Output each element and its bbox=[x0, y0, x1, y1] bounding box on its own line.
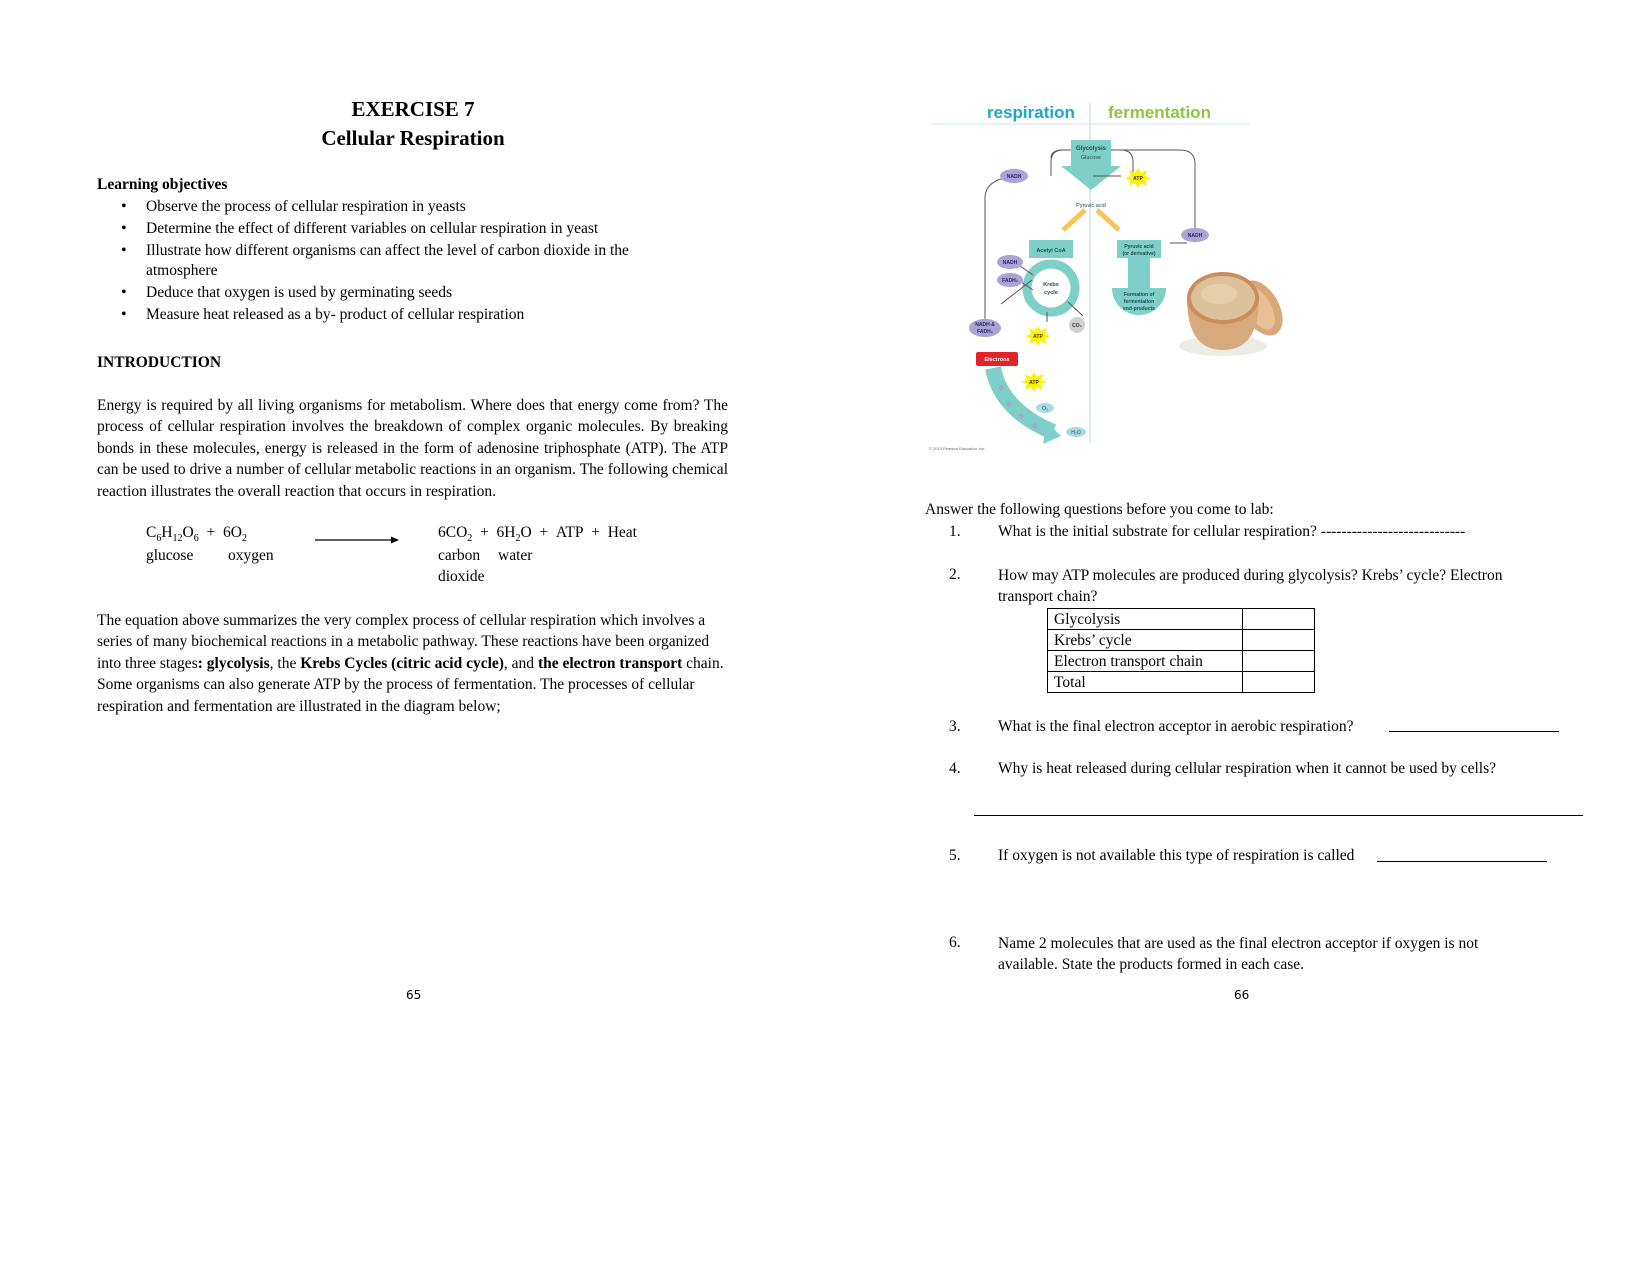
svg-text:O₂: O₂ bbox=[1042, 406, 1048, 412]
header-respiration: respiration bbox=[987, 103, 1075, 122]
objectives-heading: Learning objectives bbox=[97, 176, 228, 193]
svg-text:Glucose: Glucose bbox=[1080, 155, 1102, 161]
answer-line[interactable] bbox=[1389, 731, 1559, 732]
svg-text:Electrons: Electrons bbox=[984, 357, 1010, 363]
answer-cell[interactable] bbox=[1243, 672, 1315, 693]
svg-text:Formation of: Formation of bbox=[1123, 292, 1155, 298]
svg-text:Pyruvic acid: Pyruvic acid bbox=[1076, 203, 1106, 209]
question-number: 3. bbox=[949, 718, 961, 735]
answer-line[interactable] bbox=[974, 815, 1583, 816]
product-label-carbon: carbon bbox=[438, 547, 481, 564]
respiration-fermentation-diagram bbox=[925, 98, 1300, 458]
page-number: 65 bbox=[406, 988, 422, 1002]
svg-text:Acetyl CoA: Acetyl CoA bbox=[1036, 248, 1066, 254]
atp-count-table bbox=[1047, 608, 1315, 693]
equation-reactants: $C_6H_{12}O_6 + 6O_2$ bbox=[146, 524, 247, 545]
svg-text:ATP: ATP bbox=[1133, 176, 1143, 182]
question-5: If oxygen is not available this type of respiration is called bbox=[998, 847, 1355, 864]
question-6: Name 2 molecules that are used as the final electron acceptor if oxygen is not available. State the products formed in each case. bbox=[998, 935, 1479, 973]
list-item: • Illustrate how different organisms can affect the level of carbon dioxide in the atmosphere bbox=[97, 241, 657, 281]
svg-text:NADH &: NADH & bbox=[975, 322, 995, 328]
krebs-cycle-ring bbox=[1027, 264, 1075, 312]
header-fermentation: fermentation bbox=[1108, 103, 1211, 122]
table-row: Total bbox=[1048, 672, 1315, 693]
equation-products: $6CO_2 + 6H_2O$ + ATP + Heat bbox=[438, 524, 637, 545]
svg-text:fermentation: fermentation bbox=[1123, 299, 1155, 305]
introduction-heading: INTRODUCTION bbox=[97, 354, 222, 371]
svg-text:end-products: end-products bbox=[1123, 306, 1155, 312]
table-row: Krebs’ cycle bbox=[1048, 630, 1315, 651]
answer-cell[interactable] bbox=[1243, 630, 1315, 651]
list-item: • Deduce that oxygen is used by germinating seeds bbox=[97, 283, 657, 303]
question-number: 4. bbox=[949, 760, 961, 777]
svg-text:ATP: ATP bbox=[1033, 334, 1043, 340]
svg-text:FADH₂: FADH₂ bbox=[977, 329, 993, 335]
summary-paragraph: The equation above summarizes the very complex process of cellular respiration which involves a series of many biochemical reactions in a metabolic pathway. These reactions have been organized into three stages: glycolysis, the Krebs Cycles (citric acid cycle), and the electron transport chain. Some organisms can also generate ATP by the process of fermentation. The processes of cellular respiration and fermentation are illustrated in the diagram below; bbox=[97, 612, 724, 715]
product-label-dioxide: dioxide bbox=[438, 568, 485, 585]
svg-text:CO₂: CO₂ bbox=[1072, 323, 1082, 329]
svg-text:(or derivative): (or derivative) bbox=[1122, 251, 1156, 257]
question-number: 1. bbox=[949, 523, 961, 540]
svg-text:cycle: cycle bbox=[1044, 290, 1058, 296]
question-4: Why is heat released during cellular respiration when it cannot be used by cells? bbox=[998, 760, 1496, 777]
table-row: Glycolysis bbox=[1048, 609, 1315, 630]
objectives-list bbox=[97, 197, 657, 325]
svg-text:NADH: NADH bbox=[1006, 174, 1022, 180]
questions-intro: Answer the following questions before you come to lab: bbox=[925, 501, 1274, 518]
yeast-bowl-image bbox=[1179, 272, 1292, 356]
reactant-label-oxygen: oxygen bbox=[228, 547, 274, 564]
glycolysis-box bbox=[1071, 140, 1111, 166]
reaction-arrow bbox=[314, 534, 400, 546]
svg-text:H₂O: H₂O bbox=[1071, 430, 1081, 436]
svg-text:NADH: NADH bbox=[1002, 260, 1018, 266]
question-2: How may ATP molecules are produced during glycolysis? Krebs’ cycle? Electron transport chain? bbox=[998, 567, 1503, 605]
page-title: Cellular Respiration bbox=[321, 126, 505, 150]
question-3: What is the final electron acceptor in aerobic respiration? bbox=[998, 718, 1354, 735]
reactant-label-glucose: glucose bbox=[146, 547, 194, 564]
question-number: 5. bbox=[949, 847, 961, 864]
answer-line[interactable] bbox=[1377, 861, 1547, 862]
svg-text:Krebs: Krebs bbox=[1043, 282, 1059, 288]
answer-cell[interactable] bbox=[1243, 651, 1315, 672]
list-item: • Observe the process of cellular respiration in yeasts bbox=[97, 197, 657, 217]
svg-text:Glycolysis: Glycolysis bbox=[1075, 146, 1107, 152]
exercise-title: EXERCISE 7 bbox=[351, 97, 475, 121]
question-number: 2. bbox=[949, 566, 961, 583]
page-number: 66 bbox=[1234, 988, 1250, 1002]
copyright: © 2013 Pearson Education, Inc. bbox=[929, 446, 986, 451]
svg-text:ATP: ATP bbox=[1029, 380, 1039, 386]
svg-text:NADH: NADH bbox=[1187, 233, 1203, 239]
list-item: • Measure heat released as a by- product of cellular respiration bbox=[97, 305, 657, 325]
introduction-paragraph: Energy is required by all living organisms for metabolism. Where does that energy come from? The process of cellular respiration involves the breakdown of complex organic molecules. By breaking bonds in these molecules, energy is released in the form of adenosine triphosphate (ATP). The ATP can be used to drive a number of cellular metabolic reactions in an organism. The following chemical reaction illustrates the overall reaction that occurs in respiration. bbox=[97, 397, 728, 500]
list-item: • Determine the effect of different variables on cellular respiration in yeast bbox=[97, 219, 657, 239]
question-number: 6. bbox=[949, 934, 961, 951]
table-row: Electron transport chain bbox=[1048, 651, 1315, 672]
svg-text:Pyruvic acid: Pyruvic acid bbox=[1124, 244, 1154, 250]
question-1: What is the initial substrate for cellular respiration? ---------------------------- bbox=[998, 523, 1466, 540]
answer-cell[interactable] bbox=[1243, 609, 1315, 630]
svg-text:FADH₂: FADH₂ bbox=[1002, 278, 1018, 284]
product-label-water: water bbox=[498, 547, 533, 564]
electron-transport-arrow bbox=[993, 368, 1053, 432]
